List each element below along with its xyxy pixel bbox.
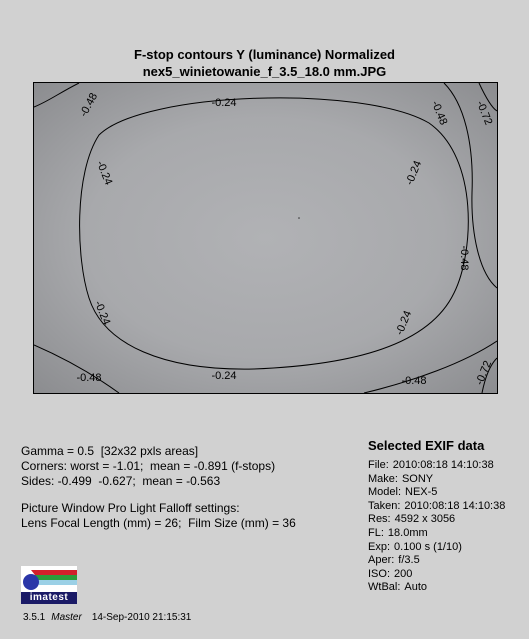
- exif-value: NEX-5: [405, 486, 438, 499]
- exif-key: Res:: [368, 513, 391, 526]
- contour-label: -0.48: [76, 371, 102, 384]
- exif-key: File:: [368, 459, 389, 471]
- exif-key: WtBal:: [368, 581, 401, 594]
- exif-value: 2010:08:18 14:10:38: [392, 459, 494, 471]
- exif-value: 2010:08:18 14:10:38: [404, 499, 506, 512]
- chart-title: F-stop contours Y (luminance) Normalized: [134, 47, 395, 62]
- pw-settings-text: Lens Focal Length (mm) = 26; Film Size (mm) = 36: [21, 516, 296, 530]
- exif-value: f/3.5: [398, 554, 420, 567]
- exif-key: Model:: [368, 486, 402, 499]
- version-edition: Master: [51, 612, 82, 623]
- contour-label: -0.48: [77, 91, 101, 119]
- exif-value: 18.0mm: [387, 526, 428, 539]
- exif-key: Taken:: [368, 499, 401, 512]
- exif-value: Auto: [404, 581, 428, 594]
- corners-text: Corners: worst = -1.01; mean = -0.891 (f-stops): [21, 459, 276, 473]
- contour-label: -0.72: [473, 359, 495, 387]
- exif-list: [368, 459, 505, 595]
- exif-row: [368, 568, 505, 582]
- pw-title-text: Picture Window Pro Light Falloff settings:: [21, 501, 240, 515]
- contour-label: -0.24: [403, 159, 425, 187]
- contour-plot-svg: [34, 83, 497, 393]
- exif-key: ISO:: [368, 567, 391, 580]
- contour-label: -0.72: [473, 99, 495, 127]
- exif-key: Aper:: [368, 554, 395, 567]
- exif-value: 4592 x 3056: [394, 513, 456, 526]
- contour-label: -0.24: [211, 96, 237, 109]
- contour-label: -0.48: [428, 99, 450, 127]
- sides-text: Sides: -0.499 -0.627; mean = -0.563: [21, 474, 221, 488]
- exif-value: 0.100 s (1/10): [394, 540, 462, 553]
- footer: [23, 612, 191, 623]
- contour-label: -0.24: [93, 159, 115, 187]
- exif-key: Exp:: [368, 540, 391, 553]
- contour-label: -0.48: [458, 245, 471, 271]
- exif-row: [368, 541, 505, 555]
- exif-key: Make:: [368, 472, 398, 485]
- exif-row: [368, 486, 505, 500]
- contour-label: -0.24: [211, 369, 237, 382]
- contour-label: -0.48: [401, 374, 427, 387]
- exif-title: Selected EXIF data: [368, 438, 485, 453]
- logo-text: imatest: [21, 592, 77, 604]
- exif-row: [368, 500, 505, 514]
- exif-row: [368, 513, 505, 527]
- center-marker: [298, 217, 300, 219]
- exif-row: [368, 581, 505, 595]
- exif-row: [368, 459, 505, 473]
- plot-background: [34, 83, 497, 393]
- exif-row: [368, 527, 505, 541]
- exif-row: [368, 473, 505, 487]
- timestamp: 14-Sep-2010 21:15:31: [91, 612, 192, 623]
- gamma-text: Gamma = 0.5 [32x32 pxls areas]: [21, 444, 199, 458]
- contour-label: -0.24: [393, 309, 415, 337]
- contour-plot: [33, 82, 498, 394]
- stats-panel: [21, 444, 296, 531]
- chart-subtitle: nex5_winietowanie_f_3.5_18.0 mm.JPG: [142, 64, 387, 79]
- exif-value: 200: [394, 567, 413, 580]
- exif-row: [368, 554, 505, 568]
- exif-value: SONY: [401, 472, 434, 485]
- contour-label: -0.24: [91, 299, 113, 327]
- exif-key: FL:: [368, 526, 384, 539]
- version-number: 3.5.1: [23, 612, 46, 623]
